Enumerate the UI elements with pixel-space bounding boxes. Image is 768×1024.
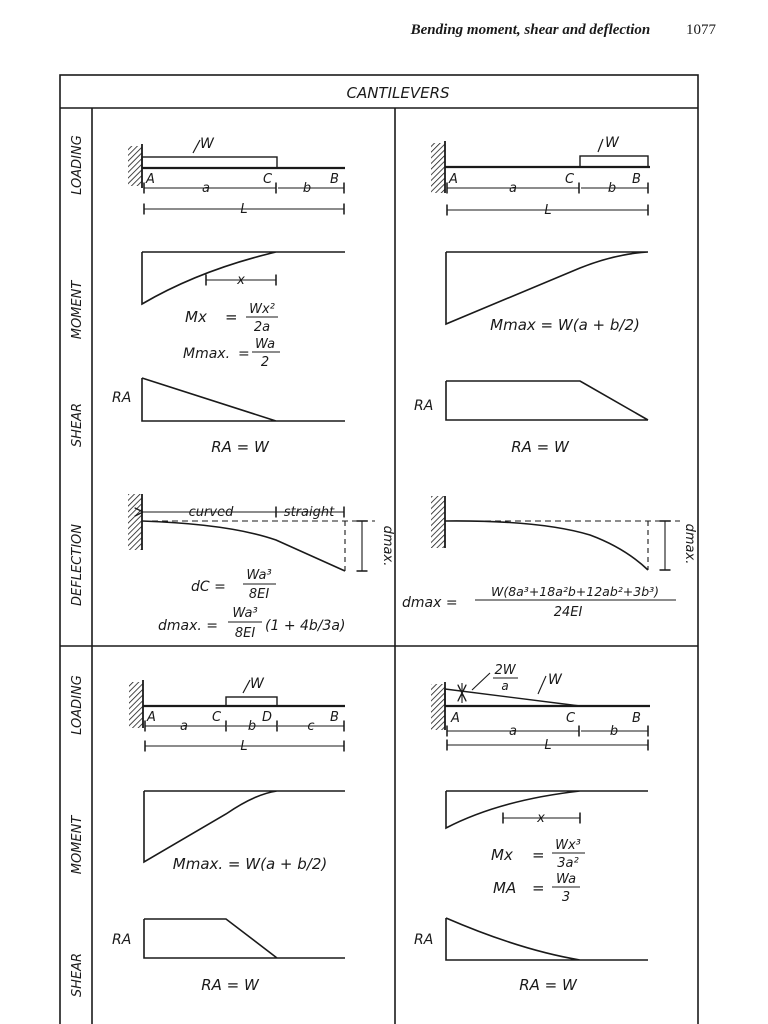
case-2-loading [431,135,650,218]
case-3-dim-a: a [180,719,188,734]
case-1-curved-label: curved [188,505,234,520]
case-3-label-a-point: A [147,710,156,725]
case-4-label-b-point: B [632,711,641,726]
case-1-dim-x: x [237,273,245,288]
case-3-dim-b: b [247,719,257,734]
case-1-shear [112,378,345,456]
case-3-load-label: W [250,676,264,692]
case-2-label-c-point: C [565,172,575,187]
case-3-moment [144,791,345,873]
case-1 [112,136,395,641]
case-4-reaction: RA = W [519,976,577,994]
svg-text:=: = [225,308,238,326]
case-4-ra-label: RA [414,932,434,948]
svg-text:=: = [532,879,545,897]
case-2-dmax-label: dmax. [682,523,697,565]
case-1-label-c-point: C [263,172,273,187]
case-2-dmax-lhs: dmax = [402,595,458,611]
case-4-ma-den: 3 [561,890,571,905]
case-2-ra-label: RA [414,398,434,414]
case-2-label-a-point: A [449,172,458,187]
case-1-dim-l: L [240,202,248,217]
case-4-dim-l: L [544,738,552,753]
case-1-moment [142,252,345,370]
svg-text:=: = [238,346,250,362]
case-1-mx-num: Wx² [249,302,275,317]
case-1-label-b-point: B [330,172,339,187]
case-1-dmax-tail: (1 + 4b/3a) [265,618,346,634]
case-4-label-a-point: A [451,711,460,726]
case-4-load-label: W [548,672,562,688]
case-3-mmax: Mmax. = W(a + b/2) [172,855,328,873]
row-label-deflection: DEFLECTION [70,524,85,606]
row-label-moment: MOMENT [70,280,85,340]
row-label-shear-2: SHEAR [70,952,85,998]
case-4-load-intensity-num: 2W [494,663,516,678]
case-2-label-b-point: B [632,172,641,187]
table-frame [60,75,698,1024]
case-3-dim-l: L [240,739,248,754]
case-2-load-label: W [605,135,619,151]
case-3-reaction: RA = W [201,976,259,994]
case-2-dim-a: a [509,181,517,196]
case-2-dmax-num: W(8a³+18a²b+12ab²+3b³) [490,584,660,599]
case-3-ra-label: RA [112,932,132,948]
case-2-dim-b: b [607,181,617,196]
case-4-mx-den: 3a² [557,856,579,871]
case-3-label-b-point: B [330,710,339,725]
case-4-shear [414,918,648,994]
case-4-ma-lhs: MA [493,879,517,897]
case-1-dim-b: b [302,181,312,196]
case-1-dmax-den: 8EI [234,626,256,641]
case-4 [414,663,650,994]
case-4-loading [431,663,650,753]
case-4-dim-a: a [509,724,517,739]
table-title: CANTILEVERS [346,84,450,102]
case-2-dim-l: L [544,203,552,218]
case-1-reaction: RA = W [211,438,269,456]
case-1-dim-a: a [202,181,210,196]
case-1-mmax-lhs: Mmax. [183,346,231,362]
case-1-deflection [128,494,395,641]
page-number: 1077 [686,22,716,38]
case-1-straight-label: straight [283,505,335,520]
case-1-mx-den: 2a [253,320,271,335]
case-1-load-label: W [200,136,214,152]
row-label-loading-2: LOADING [70,675,85,735]
case-1-dc-den: 8EI [248,587,270,602]
case-3-loading [129,676,345,754]
case-4-dim-b: b [609,724,619,739]
row-label-shear: SHEAR [70,402,85,448]
case-4-label-c-point: C [566,711,576,726]
case-4-load-intensity-den: a [501,679,509,693]
case-1-dmax-num: Wa³ [232,606,258,621]
row-label-moment-2: MOMENT [70,815,85,875]
case-1-dmax-label: dmax. [380,525,395,567]
case-2-reaction: RA = W [511,438,569,456]
case-2-shear [414,381,648,456]
case-3-label-d-point: D [262,710,273,725]
case-1-dc-num: Wa³ [246,568,272,583]
case-3-shear [112,919,345,994]
svg-text:=: = [532,846,545,864]
case-3-dim-c: c [307,719,315,734]
case-2 [402,135,697,620]
case-4-mx-lhs: Mx [491,846,513,864]
case-1-loading [128,136,345,217]
case-1-mmax-num: Wa [254,337,276,352]
case-1-dmax-lhs: dmax. = [158,618,219,634]
case-3-label-c-point: C [212,710,222,725]
case-4-ma-num: Wa [555,872,577,887]
running-title: Bending moment, shear and deflection [410,22,651,38]
case-1-mmax-den: 2 [260,355,270,370]
case-2-mmax: Mmax = W(a + b/2) [490,316,640,334]
case-1-dc-lhs: dC = [191,579,226,595]
case-2-moment [446,252,648,334]
case-2-dmax-den: 24EI [553,605,583,620]
case-1-label-a-point: A [146,172,155,187]
case-1-ra-label: RA [112,390,132,406]
case-3 [112,676,345,994]
case-2-deflection [402,496,697,620]
case-4-moment [446,791,648,905]
row-label-loading: LOADING [70,135,85,195]
case-1-mx-lhs: Mx [185,308,207,326]
case-4-dim-x: x [537,811,545,826]
case-4-mx-num: Wx³ [555,838,581,853]
